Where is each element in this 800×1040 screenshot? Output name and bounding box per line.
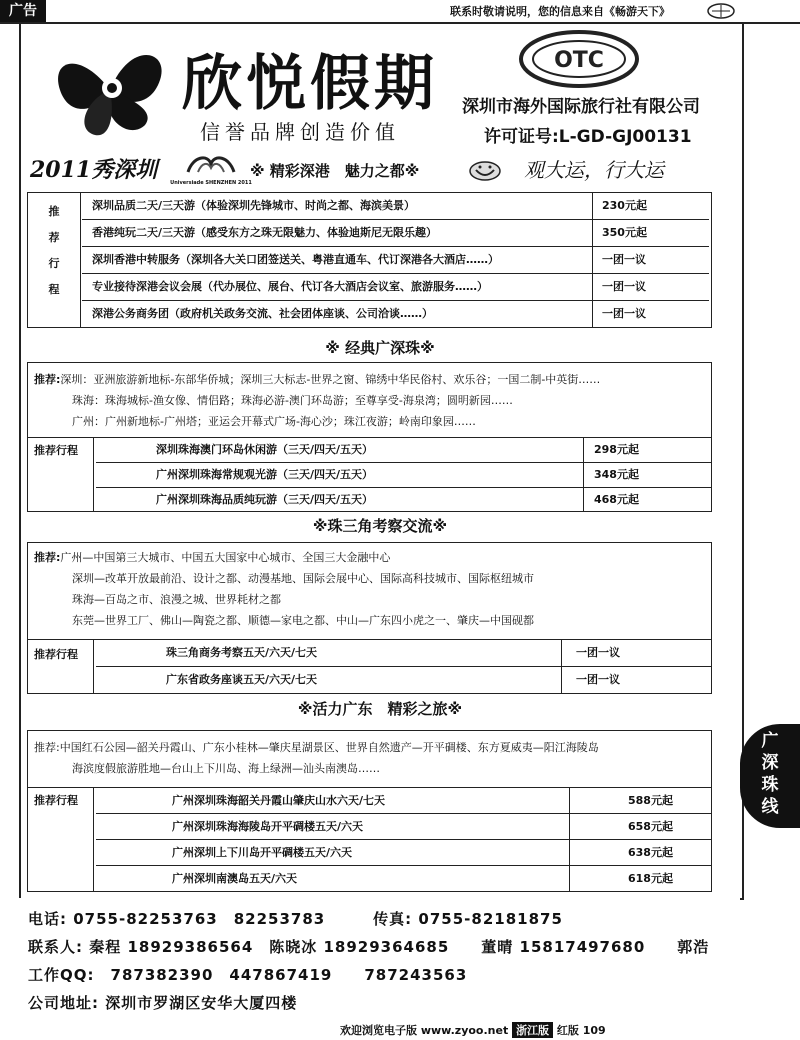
table-row bbox=[82, 274, 709, 301]
itinerary-name: 深圳香港中转服务（深圳各大关口团签送关、粤港直通车、代订深港各大酒店……） bbox=[92, 253, 499, 266]
top-bar bbox=[0, 0, 800, 24]
banner-center: ※ 精彩深港 魅力之都※ bbox=[250, 162, 420, 180]
smile-logo-icon bbox=[468, 160, 502, 182]
section4-box bbox=[27, 730, 712, 892]
itinerary-price: 638元起 bbox=[628, 846, 673, 859]
table-row bbox=[96, 488, 711, 512]
intro-line: 广州—中国第三大城市、中国五大国家中心城市、全国三大金融中心 bbox=[60, 551, 391, 564]
universiade-emblem-icon bbox=[168, 152, 254, 176]
itinerary-name: 广东省政务座谈五天/六天/七天 bbox=[166, 673, 318, 686]
section4-intro bbox=[34, 737, 599, 779]
intro-line: 珠海—百岛之市、浪漫之城、世界耗材之都 bbox=[72, 593, 281, 606]
section4-title: ※活力广东 精彩之旅※ bbox=[297, 700, 463, 718]
otc-logo-icon bbox=[516, 28, 642, 90]
itinerary-name: 香港纯玩二天/三天游（感受东方之珠无限魅力、体验迪斯尼无限乐趣） bbox=[92, 226, 438, 239]
itinerary-price: 588元起 bbox=[628, 794, 673, 807]
table-row bbox=[96, 667, 711, 693]
flower-logo-icon bbox=[40, 30, 180, 145]
contact-footer bbox=[0, 898, 740, 1020]
itinerary-name: 广州深圳珠海海陵岛开平碉楼五天/六天 bbox=[172, 820, 364, 833]
itinerary-price: 一团一议 bbox=[602, 253, 646, 266]
address: 公司地址: 深圳市罗湖区安华大厦四楼 bbox=[28, 994, 298, 1012]
itinerary-price: 一团一议 bbox=[602, 280, 646, 293]
side-tab-char: 珠 bbox=[761, 775, 779, 795]
edition-tag: 浙江版 bbox=[512, 1022, 553, 1038]
section4-label: 推荐行程 bbox=[28, 788, 94, 892]
bottom-text: 欢迎浏览电子版 www.zyoo.net bbox=[340, 1024, 509, 1037]
itinerary-price: 618元起 bbox=[628, 872, 673, 885]
itinerary-name: 广州深圳珠海常规观光游（三天/四天/五天） bbox=[156, 468, 374, 481]
section1-label-col bbox=[28, 193, 81, 327]
intro-line: 海滨度假旅游胜地—台山上下川岛、海上绿洲—汕头南澳岛…… bbox=[72, 762, 380, 775]
side-tab bbox=[740, 724, 800, 828]
itinerary-name: 广州深圳南澳岛五天/六天 bbox=[172, 872, 298, 885]
universiade-logo bbox=[168, 152, 254, 186]
itinerary-price: 230元起 bbox=[602, 199, 647, 212]
section2-box bbox=[27, 362, 712, 512]
table-row bbox=[96, 438, 711, 463]
work-qq: 工作QQ: 787382390 447867419 787243563 bbox=[28, 966, 468, 984]
agency-name: 深圳市海外国际旅行社有限公司 bbox=[462, 97, 700, 117]
table-row bbox=[96, 640, 711, 667]
table-row bbox=[82, 193, 709, 220]
section1-table bbox=[27, 192, 712, 328]
section4-table bbox=[28, 787, 711, 892]
section2-intro bbox=[34, 369, 600, 432]
section3-intro bbox=[34, 547, 534, 631]
intro-line: 广州：广州新地标-广州塔；亚运会开幕式广场-海心沙；珠江夜游；岭南印象园…… bbox=[72, 415, 476, 428]
table-row bbox=[82, 220, 709, 247]
header-note: 联系时敬请说明，您的信息来自《畅游天下》 bbox=[450, 5, 670, 18]
itinerary-name: 广州深圳上下川岛开平碉楼五天/六天 bbox=[172, 846, 353, 859]
label-char: 行 bbox=[48, 257, 60, 270]
section3-title: ※珠三角考察交流※ bbox=[312, 517, 448, 535]
table-row bbox=[82, 301, 709, 327]
universiade-text: Universiade SHENZHEN 2011 bbox=[170, 180, 252, 186]
label-char: 推 bbox=[48, 205, 60, 218]
ad-tag: 广告 bbox=[0, 0, 46, 22]
contacts: 联系人: 秦程 18929386564 陈晓冰 18929364685 董晴 15817497680 郭浩 bbox=[28, 938, 710, 956]
itinerary-name: 广州深圳珠海品质纯玩游（三天/四天/五天） bbox=[156, 493, 374, 506]
intro-label: 推荐: bbox=[34, 551, 61, 564]
section2-label: 推荐行程 bbox=[28, 438, 94, 512]
itinerary-price: 348元起 bbox=[594, 468, 639, 481]
itinerary-name: 珠三角商务考察五天/六天/七天 bbox=[166, 646, 318, 659]
itinerary-price: 468元起 bbox=[594, 493, 639, 506]
intro-label: 推荐: bbox=[34, 741, 60, 754]
intro-line: 东莞—世界工厂、佛山—陶瓷之都、顺德—家电之都、中山—广东四小虎之一、肇庆—中国砚都 bbox=[72, 614, 534, 627]
table-row bbox=[82, 247, 709, 274]
brand-title: 欣悦假期 bbox=[182, 49, 438, 119]
otc-text: OTC bbox=[554, 48, 604, 73]
section3-table bbox=[28, 639, 711, 694]
side-tab-char: 线 bbox=[761, 797, 779, 817]
page-number: 109 bbox=[582, 1024, 606, 1037]
banner-left: 2011秀深圳 bbox=[30, 157, 158, 183]
table-row bbox=[96, 463, 711, 488]
intro-line: 珠海：珠海城标-渔女像、情侣路；珠海必游-澳门环岛游；至尊享受-海泉湾；圆明新园…… bbox=[72, 394, 513, 407]
banner-right: 观大运，行大运 bbox=[524, 158, 664, 182]
section3-label: 推荐行程 bbox=[28, 640, 94, 694]
side-tab-char: 广 bbox=[761, 731, 779, 751]
itinerary-name: 深港公务商务团（政府机关政务交流、社会团体座谈、公司洽谈……） bbox=[92, 307, 433, 320]
table-row bbox=[96, 840, 711, 866]
itinerary-name: 深圳品质二天/三天游（体验深圳先锋城市、时尚之都、海滨美景） bbox=[92, 199, 416, 212]
itinerary-name: 广州深圳珠海韶关丹霞山肇庆山水六天/七天 bbox=[172, 794, 386, 807]
table-row bbox=[96, 866, 711, 891]
intro-line: 中国红石公园—韶关丹霞山、广东小桂林—肇庆星湖景区、世界自然遗产—开平碉楼、东方夏威夷—阳江海陵岛 bbox=[59, 741, 599, 754]
table-row bbox=[96, 814, 711, 840]
phone-fax: 电话: 0755-82253763 82253783 传真: 0755-82181875 bbox=[28, 910, 563, 928]
itinerary-price: 658元起 bbox=[628, 820, 673, 833]
side-tab-char: 深 bbox=[761, 753, 779, 773]
license-number: 许可证号:L-GD-GJ00131 bbox=[484, 127, 692, 147]
table-row bbox=[96, 788, 711, 814]
section3-box bbox=[27, 542, 712, 694]
edition: 红版 bbox=[556, 1024, 579, 1037]
itinerary-price: 一团一议 bbox=[576, 673, 620, 686]
section2-title: ※ 经典广深珠※ bbox=[325, 339, 435, 357]
intro-label: 推荐: bbox=[34, 373, 61, 386]
label-char: 程 bbox=[48, 283, 60, 296]
section2-table bbox=[28, 437, 711, 512]
label-char: 荐 bbox=[48, 231, 60, 244]
brand-slogan: 信誉品牌创造价值 bbox=[200, 120, 400, 144]
bottom-bar bbox=[340, 1022, 740, 1040]
intro-line: 深圳—改革开放最前沿、设计之都、动漫基地、国际会展中心、国际高科技城市、国际枢纽城市 bbox=[72, 572, 534, 585]
itinerary-name: 专业接待深港会议会展（代办展位、展台、代订各大酒店会议室、旅游服务……） bbox=[92, 280, 488, 293]
intro-line: 深圳：亚洲旅游新地标-东部华侨城；深圳三大标志-世界之窗、锦绣中华民俗村、欢乐谷；一国二制-中英街…… bbox=[60, 373, 601, 386]
itinerary-price: 350元起 bbox=[602, 226, 647, 239]
itinerary-name: 深圳珠海澳门环岛休闲游（三天/四天/五天） bbox=[156, 443, 374, 456]
magazine-logo-icon bbox=[706, 2, 736, 20]
itinerary-price: 一团一议 bbox=[576, 646, 620, 659]
itinerary-price: 一团一议 bbox=[602, 307, 646, 320]
itinerary-price: 298元起 bbox=[594, 443, 639, 456]
